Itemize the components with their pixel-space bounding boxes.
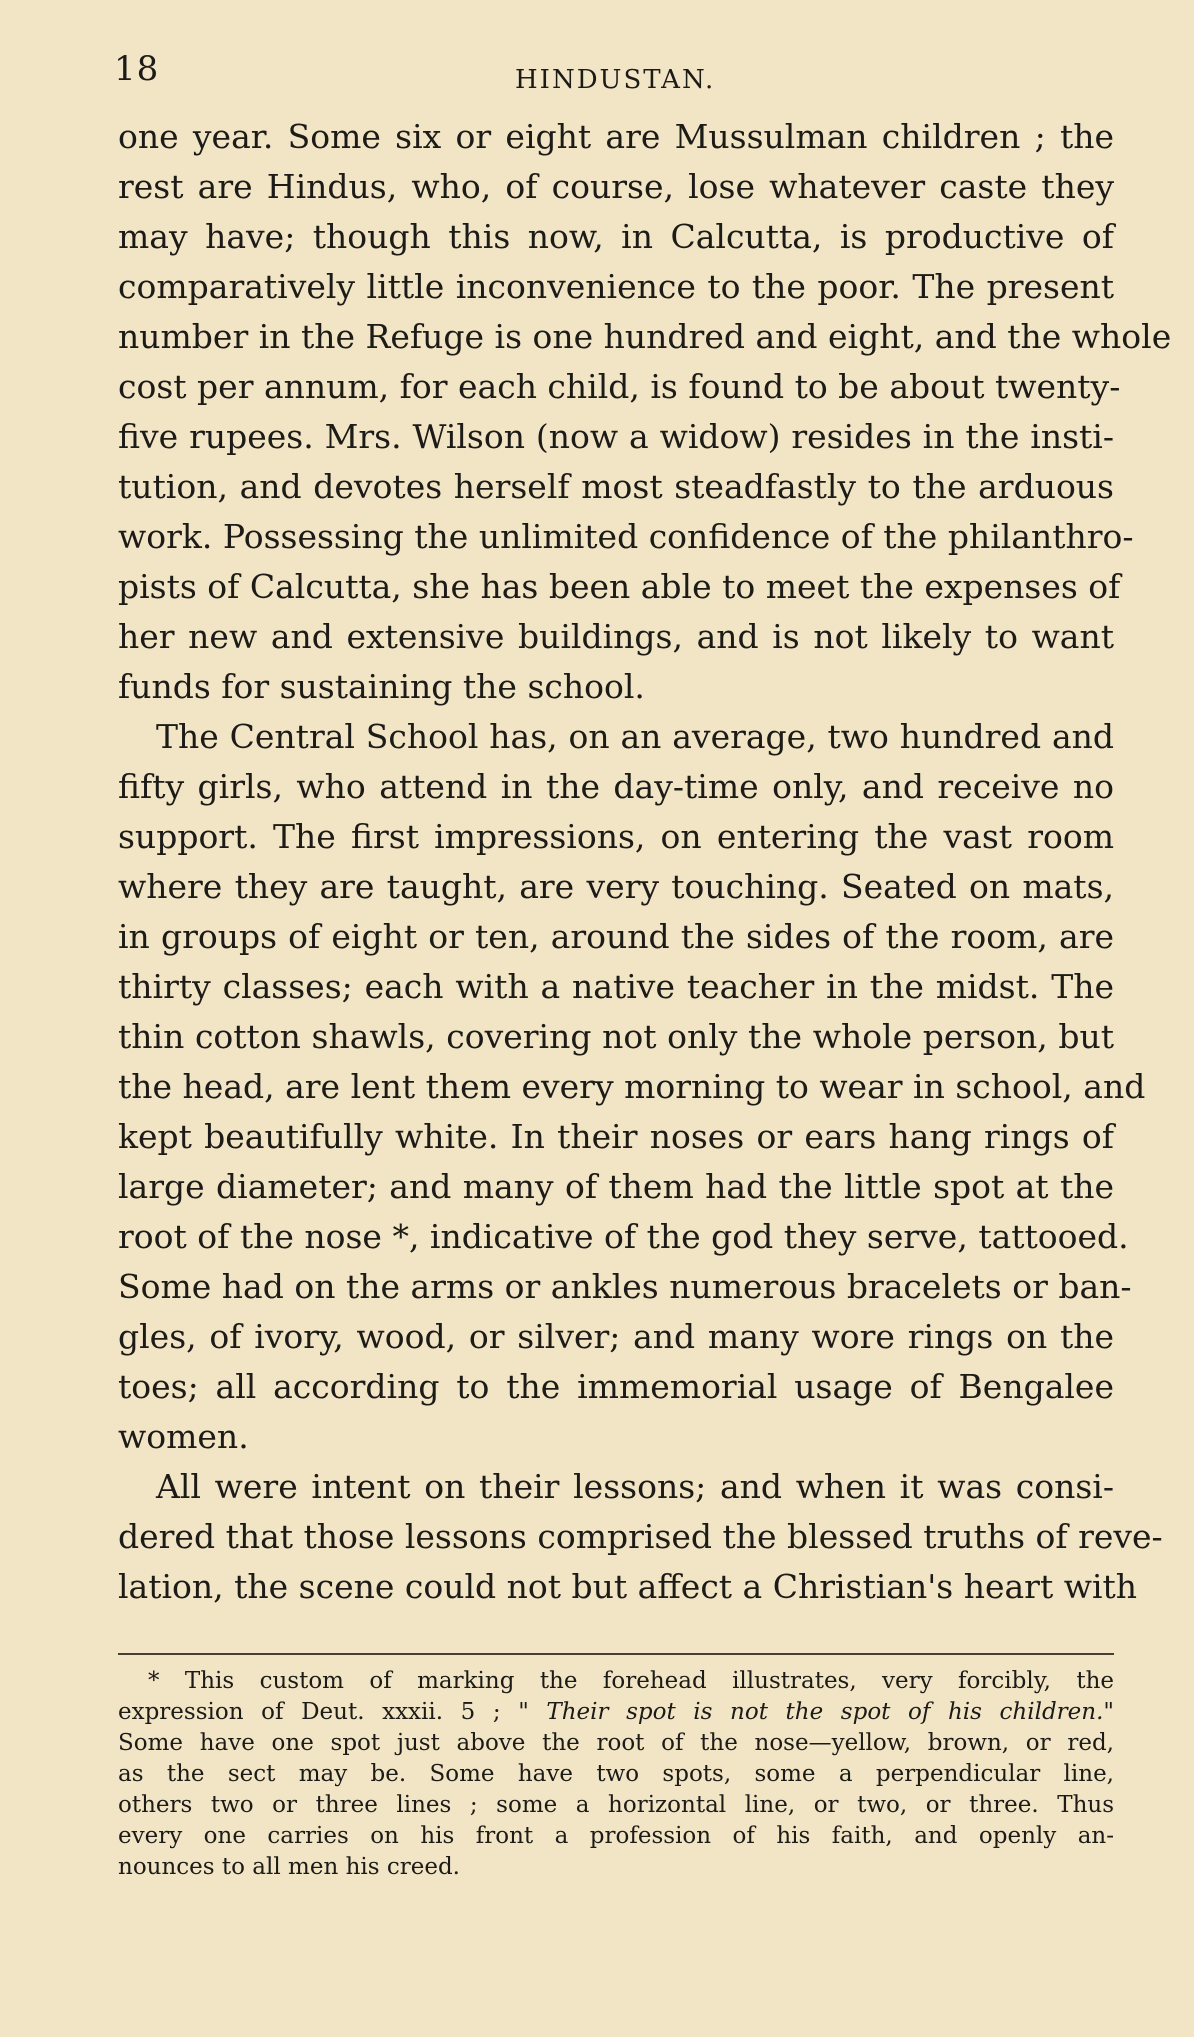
footnote-line: nounces to all men his creed.: [118, 1854, 460, 1880]
text-line: number in the Refuge is one hundred and eight, and the whole: [118, 317, 1172, 356]
text-line: tution, and devotes herself most steadfastly to the arduous: [118, 467, 1114, 506]
text-line: funds for sustaining the school.: [118, 667, 645, 706]
text-line: women.: [118, 1417, 249, 1456]
text-line: gles, of ivory, wood, or silver; and many wore rings on the: [118, 1317, 1114, 1356]
footnote-text: expression of Deut. xxxii. 5 ; ": [118, 1699, 547, 1725]
text-line: root of the nose *, indicative of the god they serve, tattooed.: [118, 1217, 1129, 1256]
text-line: All were intent on their lessons; and when it was consi-: [156, 1467, 1114, 1506]
text-line: lation, the scene could not but affect a Christian's heart with: [118, 1567, 1138, 1606]
footnote-line: Some have one spot just above the root of the nose—yellow, brown, or red,: [118, 1730, 1114, 1756]
page-number: 18: [114, 49, 160, 89]
text-line: kept beautifully white. In their noses or ears hang rings of: [118, 1117, 1114, 1156]
text-line: pists of Calcutta, she has been able to meet the expenses of: [118, 567, 1121, 606]
text-line: support. The first impressions, on entering the vast room: [118, 817, 1114, 856]
main-text: [118, 112, 1172, 1612]
text-line: rest are Hindus, who, of course, lose whatever caste they: [118, 167, 1114, 206]
text-line: may have; though this now, in Calcutta, is productive of: [118, 217, 1114, 256]
text-line: her new and extensive buildings, and is not likely to want: [118, 617, 1114, 656]
text-line: one year. Some six or eight are Mussulman children ; the: [118, 117, 1114, 156]
text-line: cost per annum, for each child, is found to be about twenty-: [118, 367, 1121, 406]
text-line: fifty girls, who attend in the day-time only, and receive no: [118, 767, 1114, 806]
text-line: large diameter; and many of them had the little spot at the: [118, 1167, 1114, 1206]
footnote-line: others two or three lines ; some a horizontal line, or two, or three. Thus: [118, 1792, 1114, 1818]
footnote-line: every one carries on his front a profession of his faith, and openly an-: [118, 1823, 1114, 1849]
text-line: five rupees. Mrs. Wilson (now a widow) resides in the insti-: [118, 417, 1114, 456]
text-line: dered that those lessons comprised the blessed truths of reve-: [118, 1517, 1163, 1556]
text-line: thirty classes; each with a native teacher in the midst. The: [118, 967, 1114, 1006]
footnote-line: * This custom of marking the forehead illustrates, very forcibly, the: [148, 1668, 1114, 1694]
text-line: where they are taught, are very touching. Seated on mats,: [118, 867, 1114, 906]
text-line: in groups of eight or ten, around the sides of the room, are: [118, 917, 1114, 956]
running-head: HINDUSTAN.: [515, 65, 716, 95]
footnote-text: ": [1103, 1699, 1114, 1725]
footnote-quote: Their spot is not the spot of his children.: [546, 1699, 1104, 1725]
text-line: work. Possessing the unlimited confidence of the philanthro-: [118, 517, 1134, 556]
footnote-rule: [118, 1653, 1114, 1655]
footnote-line: [118, 1697, 1114, 1728]
footnote-line: as the sect may be. Some have two spots, some a perpendicular line,: [118, 1761, 1114, 1787]
text-line: comparatively little inconvenience to the poor. The present: [118, 267, 1114, 306]
text-line: the head, are lent them every morning to wear in school, and: [118, 1067, 1146, 1106]
text-line: thin cotton shawls, covering not only the whole person, but: [118, 1017, 1114, 1056]
text-line: Some had on the arms or ankles numerous bracelets or ban-: [118, 1267, 1132, 1306]
footnote: [118, 1666, 1114, 1883]
text-line: toes; all according to the immemorial usage of Bengalee: [118, 1367, 1114, 1406]
text-line: The Central School has, on an average, two hundred and: [156, 717, 1114, 756]
